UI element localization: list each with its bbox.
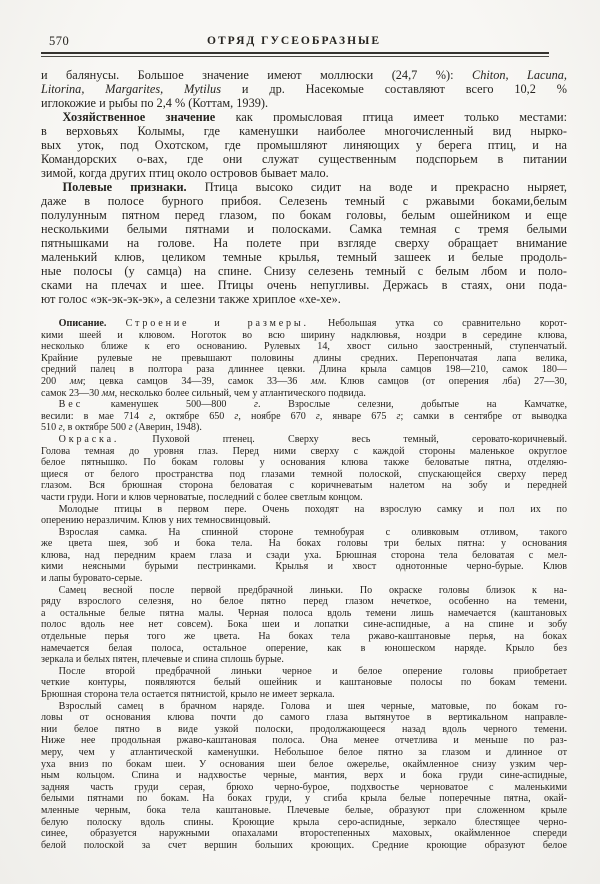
text-line xyxy=(41,152,567,166)
text-segment: зеркала и белых пятен, плечевые и спина сплошь бурые. xyxy=(41,654,284,666)
running-title: ОТРЯД ГУСЕОБРАЗНЫЕ xyxy=(207,35,381,47)
text-segment: Окраска. xyxy=(58,433,120,445)
text-segment: полос вдоль нее нет совсем). Бока шеи и лопатки сине-аспидные, а на спине и зобу xyxy=(41,619,567,631)
text-segment: 510 xyxy=(41,422,59,434)
text-segment: . Клюв самцов (от оперения лба) 27—30, xyxy=(323,375,567,387)
text-line xyxy=(41,330,567,342)
text-line xyxy=(41,677,567,689)
text-line xyxy=(41,701,567,713)
text-line xyxy=(41,166,567,180)
paragraph xyxy=(41,585,567,666)
text-segment: г xyxy=(234,410,239,422)
text-segment: задняя часть груди серая, брюхо черно-бурое, подхвостье черноватое с маленькими xyxy=(41,781,567,793)
text-line xyxy=(41,180,567,194)
text-segment: 200 xyxy=(41,375,70,387)
text-line xyxy=(41,236,567,250)
text-segment: ; цевка самцов 34—39, самок 33—36 xyxy=(82,375,312,387)
text-line xyxy=(41,82,567,96)
text-line xyxy=(41,631,567,643)
text-segment: мм xyxy=(69,375,83,387)
text-segment xyxy=(106,318,125,329)
text-segment: даже в полосе бурного прибоя. Селезень темный с ржавыми боками,белым xyxy=(41,194,567,208)
text-line xyxy=(41,793,567,805)
text-segment: Взрослая самка. На спинной стороне темнобурая с оливковым отливом, такого xyxy=(58,526,567,538)
text-segment: отдельные перья того же цвета. На боках тела ржаво-каштановые перья, на боках xyxy=(41,631,567,643)
text-line xyxy=(41,561,567,573)
text-line xyxy=(41,399,567,411)
text-segment: , ноябре 670 xyxy=(238,410,316,422)
text-segment: После второй предбрачной линьки черное и белое оперение головы приобретает xyxy=(58,665,567,677)
text-segment: Litorina, Margarites, Mytilus xyxy=(41,82,221,96)
text-segment: кими неясными бурыми пестринками. Крылья и хвост однотонные черно-бурые. Клюв xyxy=(41,561,567,573)
text-segment: в верховьях Колымы, где каменушки наиболее многочисленный вид нырко- xyxy=(41,124,567,138)
text-segment: Голова темная до уровня глаз. Перед ними сверху с каждой стороны маленькое округлое xyxy=(41,445,567,457)
text-segment: зимой, когда других птиц около островов бывает мало. xyxy=(41,166,329,180)
text-segment: а остальные белые пятна малы. Черная полоса вдоль темени лишь намечается (каштановых xyxy=(41,607,567,619)
text-line xyxy=(41,585,567,597)
text-segment: ют голос «эк-эк-эк-эк», а селезни также хриплое «хе-хе». xyxy=(41,292,341,306)
paragraph xyxy=(41,434,567,504)
text-segment: щиеся от белого пространства под глазами темной полоской, спускающейся сверху перед xyxy=(41,468,567,480)
text-segment: Полевые признаки. xyxy=(62,180,187,194)
text-line xyxy=(41,110,567,124)
text-line xyxy=(41,759,567,771)
paragraph xyxy=(41,701,567,852)
text-line xyxy=(41,411,567,423)
text-line xyxy=(41,292,567,306)
text-segment: глазом. Вся брюшная сторона беловатая с коричневатым налетом на зобу и передней xyxy=(41,480,567,492)
text-line xyxy=(41,619,567,631)
text-segment: г xyxy=(396,410,401,422)
text-line xyxy=(41,353,567,365)
paragraph xyxy=(41,110,567,180)
text-segment: каменушек 500—800 xyxy=(83,399,255,411)
text-line xyxy=(41,735,567,747)
text-segment: . Взрослые селезни, добытые на Камчатке, xyxy=(258,399,567,411)
text-segment: ; самки в сентябре от выводка xyxy=(400,410,568,422)
text-line xyxy=(41,840,567,852)
text-segment: Крайние рулевые не превышают половины длины средних. Перепончатая лапа велика, xyxy=(41,352,567,364)
text-line xyxy=(41,96,567,110)
text-line xyxy=(41,608,567,620)
text-segment: Командорских о-вах, где они служат существенным подспорьем в питании xyxy=(41,152,567,166)
text-line xyxy=(41,828,567,840)
text-segment: , январе 675 xyxy=(319,410,397,422)
header-rule xyxy=(41,52,549,57)
text-segment: оперению неразличим. Клюв у них темносвинцовый. xyxy=(41,515,271,527)
text-segment: и балянусы. Большое значение имеют моллюски (24,7 %): xyxy=(41,68,473,82)
text-line xyxy=(41,208,567,222)
text-line xyxy=(41,278,567,292)
text-segment: уха вниз по бокам шеи. У основания шеи белое ожерелье, окаймленное снизу узким чер- xyxy=(41,758,567,770)
text-segment: синее, образуется наружными опахалами второстепенных маховых, окаймленное спереди xyxy=(41,828,567,840)
text-line xyxy=(41,504,567,516)
text-segment: г xyxy=(58,422,63,434)
page-body xyxy=(41,68,567,851)
text-line xyxy=(41,318,567,330)
text-segment: , в октябре 500 xyxy=(62,422,129,434)
text-segment: средний палец в полтора раза длиннее цевки. Длина крыла самцов 198—210, самок 180— xyxy=(41,364,567,376)
text-segment: кими шеей и клювом. Ноготок во всю ширину надклювья, ноздри в середине клюва, xyxy=(41,329,567,341)
text-segment: четкие контуры, появляются белый ошейник и каштановые полосы по бокам темени. xyxy=(41,677,567,689)
text-line xyxy=(41,550,567,562)
text-segment: несколькими белыми пятнами и полосками. Самка темная с тремя белыми xyxy=(41,222,567,236)
text-line xyxy=(41,480,567,492)
text-segment: Брюшная сторона тела остается пятнистой, крыло не имеет зеркала. xyxy=(41,689,335,700)
paragraph xyxy=(41,180,567,306)
text-line xyxy=(41,596,567,608)
text-segment: белой полоской за счет вершин больших кроющих. Средние кроющие образуют белое xyxy=(41,839,567,851)
text-segment: ряду взрослого селезня, но белое пятно перед глазом нечеткое, особенно на темени, xyxy=(41,596,567,608)
text-line xyxy=(41,817,567,829)
text-line xyxy=(41,341,567,353)
text-line xyxy=(41,364,567,376)
text-line xyxy=(41,457,567,469)
text-line xyxy=(41,782,567,794)
text-line xyxy=(41,250,567,264)
text-segment: г xyxy=(254,399,258,411)
text-line xyxy=(41,666,567,678)
text-segment: сками на плечах и шее. Птицы очень непугливы. Держась в стаях, они пода- xyxy=(41,278,567,292)
text-segment: Вес xyxy=(58,399,84,411)
text-section-main xyxy=(41,68,567,306)
text-line xyxy=(41,376,567,388)
text-line xyxy=(41,492,567,504)
text-segment: ловы от основания клюва почти до самого глаза вытянутое в вертикальном направле- xyxy=(41,712,567,724)
text-segment: мм xyxy=(311,375,324,387)
text-line xyxy=(41,469,567,481)
text-segment: маленький клюв, целиком темные крылья, темный зашеек и белые продоль- xyxy=(41,250,567,264)
text-line xyxy=(41,515,567,527)
paragraph xyxy=(41,527,567,585)
text-line xyxy=(41,770,567,782)
text-segment: Хозяйственное значение xyxy=(62,110,216,124)
text-segment: г xyxy=(315,410,320,422)
text-segment: и лапы буровато-серые. xyxy=(41,573,143,585)
text-line xyxy=(41,434,567,446)
text-segment: белыми пятнами по бокам. На боках груди, у сгиба крыла белые поперечные пятна, окай- xyxy=(41,793,567,805)
text-segment: полулунным пятном перед глазом, по бокам головы, белым ошейником и еще xyxy=(41,208,567,222)
text-segment: и др. Насекомые составляют всего 10,2 % xyxy=(220,82,567,96)
text-line xyxy=(41,124,567,138)
text-line xyxy=(41,538,567,550)
text-line xyxy=(41,654,567,666)
paragraph xyxy=(41,399,567,434)
paragraph xyxy=(41,68,567,110)
text-segment: Самец весной после первой предбрачной линьки. По окраске головы близок к на- xyxy=(58,584,567,596)
paragraph xyxy=(41,666,567,701)
text-segment: , несколько более сильный, чем у атлантического подвида. xyxy=(114,387,366,399)
text-segment: намечается белая полоса, остальное оперение, как в юношеском наряде. Крыло без xyxy=(41,642,567,654)
text-segment: нии белое пятно в виде узкой полоски, продолжающееся назад вдоль черного темени. xyxy=(41,723,567,735)
text-segment: вых уток, под Охотском, где промышляют линяющих у берега птиц, и на xyxy=(41,138,567,152)
text-line xyxy=(41,138,567,152)
text-segment: Ниже нее продольная ржаво-каштановая полоса. Она менее отчетлива и меньше по раз- xyxy=(41,735,567,747)
text-segment: Chiton, Lacuna, xyxy=(472,68,568,82)
text-segment: белое пятнышко. По бокам головы у основания клюва также беловатые пятна, отделяю- xyxy=(41,457,567,469)
text-line xyxy=(41,805,567,817)
text-segment: Птица высоко сидит на воде и прекрасно ныряет, xyxy=(186,180,567,194)
text-line xyxy=(41,388,567,400)
text-line xyxy=(41,643,567,655)
text-line xyxy=(41,712,567,724)
text-segment: самок 23—30 xyxy=(41,387,102,399)
text-line xyxy=(41,68,567,82)
text-segment: пятнышками на голове. На полете при взгляде сверху обращает внимание xyxy=(41,236,567,250)
text-segment: , октябре 650 xyxy=(153,410,235,422)
text-segment: ным кольцом. Спина и надхвостье черные, мантия, верх и бока груди сине-аспидные, xyxy=(41,770,567,782)
text-segment: г xyxy=(149,410,154,422)
text-line xyxy=(41,422,567,434)
text-section-small xyxy=(41,318,567,851)
text-segment: Небольшая утка со сравнительно корот- xyxy=(308,318,567,329)
text-segment: весили: в мае 714 xyxy=(41,410,150,422)
text-segment: мленные черным, бока тела каштановые. Плечевые белые, образуют при сложенном крыле xyxy=(41,804,567,816)
text-segment: белую полоску вдоль спины. Кроющие крыла серо-аспидные, зеркало блестящее черно- xyxy=(41,816,567,828)
text-line xyxy=(41,573,567,585)
text-line xyxy=(41,264,567,278)
text-segment: части груди. Ноги и клюв черноватые, последний с более светлым концом. xyxy=(41,491,363,503)
text-segment: как промысловая птица имеет только местами: xyxy=(215,110,567,124)
paragraph xyxy=(41,504,567,527)
text-line xyxy=(41,194,567,208)
text-segment: Описание. xyxy=(58,318,107,329)
page-header xyxy=(41,34,567,49)
text-segment: Пуховой птенец. Сверху весь темный, серовато-коричневый. xyxy=(119,433,567,445)
text-segment: ные полосы (у самца) на спине. Снизу селезень темный с белым лбом и поло- xyxy=(41,264,567,278)
text-segment: клюва, над передним краем глаза и сзади уха. Брюшная сторона тела беловатая с мел- xyxy=(41,549,567,561)
text-segment: г xyxy=(128,422,133,434)
paragraph xyxy=(41,318,567,399)
text-segment: мм xyxy=(101,387,115,399)
text-line xyxy=(41,724,567,736)
text-line xyxy=(41,689,567,701)
text-segment: иглокожие и рыбы по 2,4 % (Коттам, 1939). xyxy=(41,96,269,110)
text-segment: меру, чем у атлантической каменушки. Небольшое белое пятно за глазом и длинное от xyxy=(41,746,567,758)
text-line xyxy=(41,446,567,458)
text-segment: несколько ближе к его основанию. Рулевых 14, хвост сильно заостренный, ступенчатый. xyxy=(41,341,567,353)
text-segment: (Аверин, 1948). xyxy=(132,422,202,434)
text-segment: Взрослый самец в брачном наряде. Голова и шея черные, матовые, по бокам го- xyxy=(58,700,567,712)
text-segment: же цвета шея, зоб и бока тела. На боках головы три белых пятна: у основания xyxy=(41,538,567,550)
page-number: 570 xyxy=(49,34,70,48)
text-segment: Строение и размеры. xyxy=(125,318,309,329)
text-line xyxy=(41,747,567,759)
text-segment: Молодые птицы в первом пере. Очень походят на взрослую самку и пол их по xyxy=(58,503,567,515)
text-line xyxy=(41,222,567,236)
text-line xyxy=(41,527,567,539)
